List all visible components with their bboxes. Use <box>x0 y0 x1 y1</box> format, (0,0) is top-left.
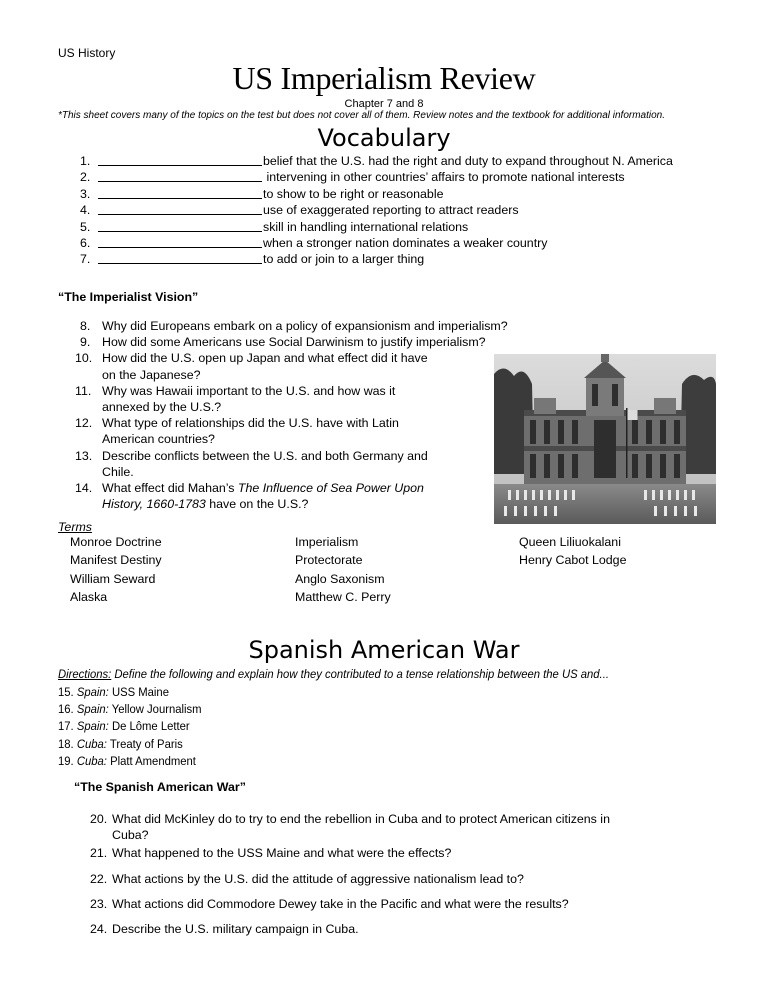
directions-body: Define the following and explain how they contributed to a tense relationship between the US and... <box>111 667 609 681</box>
vocabulary-list <box>80 153 673 268</box>
answer-blank <box>98 235 262 248</box>
answer-blank <box>98 153 262 166</box>
question-number: 9. <box>80 335 91 350</box>
question-text: on the Japanese? <box>102 367 201 382</box>
item-country: Spain: <box>76 702 109 717</box>
term-item: Protectorate <box>295 553 363 568</box>
question-number: 10. <box>75 351 93 366</box>
iolani-palace-photo <box>494 354 716 524</box>
item-number: 18. <box>58 736 74 751</box>
item-country: Cuba: <box>76 753 107 768</box>
question-number: 13. <box>75 448 93 463</box>
question-text: Why did Europeans embark on a policy of expansionism and imperialism? <box>102 319 508 333</box>
question-number: 11. <box>75 383 92 398</box>
question-number: 23. <box>90 896 108 911</box>
term-item: Henry Cabot Lodge <box>519 553 627 568</box>
question-number: 20. <box>90 812 108 826</box>
item-term: Platt Amendment <box>110 753 196 768</box>
item-number: 16. <box>58 702 74 717</box>
define-item <box>58 718 202 735</box>
vocab-definition: to add or join to a larger thing <box>263 252 425 267</box>
answer-blank <box>98 169 262 182</box>
spanish-american-war-questions <box>90 811 710 946</box>
chapter-subtitle: Chapter 7 and 8 <box>344 98 424 110</box>
palace-photo-illustration <box>494 354 716 524</box>
question-number: 12. <box>75 416 93 431</box>
item-term: USS Maine <box>111 685 169 699</box>
question-indent <box>80 496 102 512</box>
item-number: 19. <box>58 753 74 768</box>
vocab-item <box>80 186 673 202</box>
question-text: What actions did Commodore Dewey take in the Pacific and what were the results? <box>112 896 569 911</box>
spanish-american-war-subheading: “The Spanish American War” <box>74 780 246 794</box>
terms-column-3 <box>519 533 626 570</box>
question-number <box>80 464 102 480</box>
vocab-definition: skill in handling international relations <box>263 219 469 234</box>
question-text: American countries? <box>102 432 215 447</box>
vocab-item <box>80 251 673 267</box>
item-country: Spain: <box>76 685 109 699</box>
define-item <box>58 753 202 770</box>
question-text <box>102 480 424 496</box>
terms-column-2 <box>295 533 391 607</box>
question-number: 14. <box>75 481 93 496</box>
term-item: Monroe Doctrine <box>70 535 162 549</box>
vocab-item <box>80 219 673 235</box>
vocab-number: 5. <box>80 219 91 234</box>
item-country: Cuba: <box>76 736 107 751</box>
answer-blank <box>98 202 262 215</box>
terms-column-1 <box>70 533 162 607</box>
question-number <box>80 399 102 415</box>
answer-blank <box>98 186 262 199</box>
vocab-definition: use of exaggerated reporting to attract readers <box>263 203 519 218</box>
question-text: What happened to the USS Maine and what were the effects? <box>112 846 452 861</box>
question-number: 22. <box>90 871 108 886</box>
spanish-american-war-terms <box>58 684 202 770</box>
item-term: Treaty of Paris <box>109 736 183 751</box>
question-text: How did the U.S. open up Japan and what effect did it have <box>102 351 428 366</box>
question-number <box>80 431 102 447</box>
question-text: Describe conflicts between the U.S. and both Germany and <box>102 448 428 463</box>
term-item: Imperialism <box>295 535 359 549</box>
question-text-line: What did McKinley do to try to end the rebellion in Cuba and to protect American citizens in <box>112 812 610 826</box>
vocab-item <box>80 202 673 218</box>
book-title-part: History, 1660-1783 <box>102 497 206 512</box>
question-text-part: have on the U.S.? <box>205 497 309 512</box>
question-item <box>90 921 710 937</box>
question-item <box>80 334 580 350</box>
define-item <box>58 684 202 701</box>
vocab-definition: when a stronger nation dominates a weaker country <box>263 236 548 251</box>
item-number: 17. <box>58 719 74 734</box>
question-text: Chile. <box>102 464 134 479</box>
term-item: Matthew C. Perry <box>295 590 391 605</box>
vocab-number: 1. <box>80 154 91 168</box>
vocab-number: 3. <box>80 186 91 201</box>
question-text <box>102 496 308 512</box>
vocabulary-heading: Vocabulary <box>317 124 451 152</box>
question-item <box>90 845 710 861</box>
question-number: 8. <box>80 319 91 333</box>
question-text: Describe the U.S. military campaign in Cuba. <box>112 922 359 937</box>
vocab-definition: to show to be right or reasonable <box>263 186 444 201</box>
item-country: Spain: <box>76 719 109 734</box>
term-item: William Seward <box>70 571 156 586</box>
item-term: De Lôme Letter <box>111 719 190 734</box>
vocab-item <box>80 235 673 251</box>
item-term: Yellow Journalism <box>111 702 202 717</box>
answer-blank <box>98 219 262 232</box>
question-item <box>90 811 710 843</box>
question-item <box>80 318 580 334</box>
vocab-number: 6. <box>80 236 91 251</box>
question-text: What type of relationships did the U.S. have with Latin <box>102 416 399 431</box>
course-label: US History <box>58 46 116 60</box>
question-number <box>80 367 102 383</box>
question-number: 24. <box>90 922 108 937</box>
vocab-number: 7. <box>80 252 91 267</box>
vocab-item <box>80 153 673 169</box>
question-text: annexed by the U.S.? <box>102 400 222 415</box>
question-text: How did some Americans use Social Darwinism to justify imperialism? <box>102 335 486 350</box>
define-item <box>58 701 202 718</box>
vocab-number: 2. <box>80 170 91 185</box>
vocab-definition: intervening in other countries’ affairs to promote national interests <box>263 170 625 185</box>
imperialist-vision-heading: “The Imperialist Vision” <box>58 290 199 304</box>
terms-label: Terms <box>58 520 92 534</box>
directions-label: Directions: <box>58 667 112 681</box>
question-number: 21. <box>90 846 108 861</box>
book-title-part: The Influence of Sea Power Upon <box>237 481 424 496</box>
question-text-line: Cuba? <box>112 828 149 843</box>
question-text <box>112 811 610 843</box>
coverage-note: *This sheet covers many of the topics on the test but does not cover all of them. Review notes and the textbook for additional information. <box>58 110 666 121</box>
item-number: 15. <box>58 685 74 699</box>
define-item <box>58 736 202 753</box>
question-text-part: What effect did Mahan’s <box>102 481 238 496</box>
vocab-item <box>80 169 673 185</box>
spanish-american-war-heading: Spanish American War <box>248 636 520 664</box>
question-text: Why was Hawaii important to the U.S. and how was it <box>102 383 396 398</box>
term-item: Manifest Destiny <box>70 553 162 568</box>
answer-blank <box>98 251 262 264</box>
question-item <box>90 896 710 912</box>
question-text: What actions by the U.S. did the attitude of aggressive nationalism lead to? <box>112 871 524 886</box>
term-item: Anglo Saxonism <box>295 571 385 586</box>
question-item <box>90 871 710 887</box>
vocab-definition: belief that the U.S. had the right and duty to expand throughout N. America <box>263 154 673 168</box>
vocab-number: 4. <box>80 203 91 218</box>
term-item: Alaska <box>70 590 108 605</box>
directions-text <box>58 667 609 681</box>
term-item: Queen Liliuokalani <box>519 535 621 549</box>
page-title: US Imperialism Review <box>232 60 536 96</box>
